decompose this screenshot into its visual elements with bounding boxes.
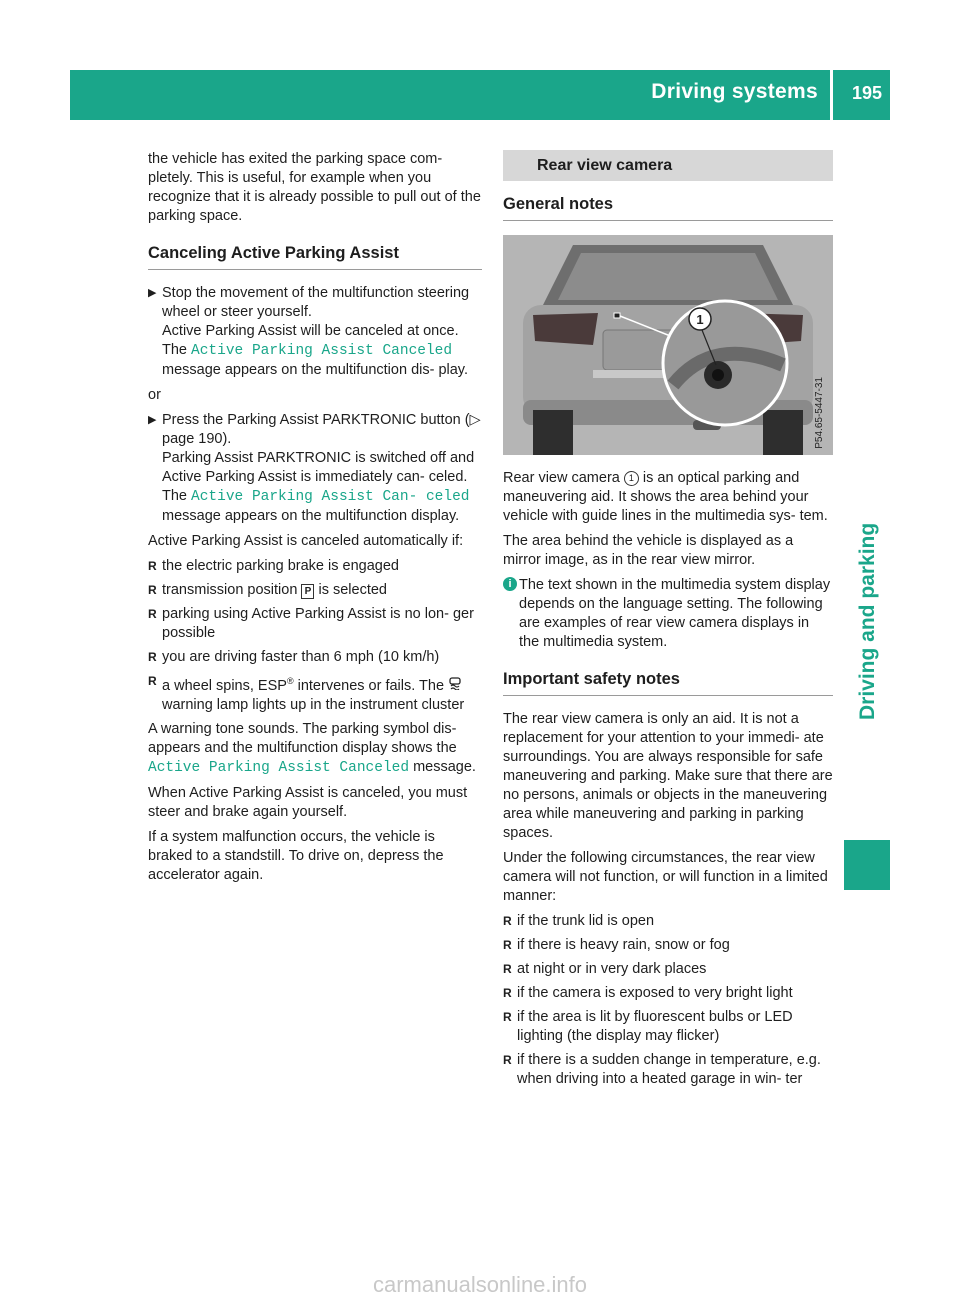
bullet-icon: R — [503, 1010, 512, 1024]
side-tab-marker — [844, 840, 890, 890]
step-arrow-icon: ▶ — [148, 287, 157, 299]
right-column — [503, 150, 833, 1094]
bullet-icon: R — [148, 607, 157, 621]
malfunction-note: If a system malfunction occurs, the vehicle is braked to a standstill. To drive on, depress the accelerator again. — [148, 828, 444, 883]
info-note: i The text shown in the multimedia system display depends on the language setting. The following are examples of rear view camera displays in the multimedia system. — [503, 576, 833, 652]
rear-view-camera-figure — [503, 235, 833, 455]
list-item: R if there is heavy rain, snow or fog — [503, 937, 730, 953]
intro-text: the vehicle has exited the parking space com- pletely. This is useful, for example when you recognize that it is already possible to pull out of the parking space. — [148, 151, 481, 224]
callout-1-icon: 1 — [624, 471, 639, 486]
header-bar — [70, 70, 890, 120]
left-column — [148, 150, 482, 891]
bullet-icon: R — [148, 583, 157, 597]
step-2 — [148, 411, 482, 526]
section-title: Rear view camera — [503, 150, 833, 181]
list-item: R parking using Active Parking Assist is no lon- ger possible — [148, 606, 474, 641]
side-tab-label: Driving and parking — [856, 522, 879, 720]
list-item: R you are driving faster than 6 mph (10 km/h) — [148, 649, 440, 665]
bullet-icon: R — [503, 1053, 512, 1067]
bullet-icon: R — [503, 986, 512, 1000]
or-text: or — [148, 387, 161, 403]
bullet-icon: R — [148, 674, 157, 688]
step-1-result-pre: The — [162, 342, 187, 358]
step-arrow-icon: ▶ — [148, 414, 157, 426]
list-item: R if the camera is exposed to very bright light — [503, 985, 793, 1001]
auto-intro: Active Parking Assist is canceled automatically if: — [148, 533, 464, 549]
step-1-result-b — [162, 341, 482, 380]
mirror-note: The area behind the vehicle is displayed as a mirror image, as in the rear view mirror. — [503, 533, 794, 568]
camera-description: Rear view camera 1 is an optical parking and maneuvering aid. It shows the area behind your vehicle with guide lines in the multimedia sys- tem. — [503, 470, 828, 524]
step-2-result-post: message appears on the multifunction display. — [162, 508, 460, 524]
figure-callout: 1 — [696, 312, 704, 327]
list-item: R if the area is lit by fluorescent bulbs or LED lighting (the display may flicker) — [503, 1009, 793, 1044]
watermark: carmanualsonline.info — [372, 1272, 588, 1297]
step-1 — [148, 284, 482, 380]
safety-paragraph-1: The rear view camera is only an aid. It is not a replacement for your attention to your immedi- ate surroundings. You are always responsible for safe maneuvering and parking. Make sure that there are no persons, animals or objects in the maneuvering area while maneuvering and parking in parking spaces. — [503, 711, 833, 841]
safety-paragraph-2: Under the following circumstances, the rear view camera will not function, or will function in a limited manner: — [503, 850, 828, 904]
vehicle-rear-illustration — [503, 235, 833, 455]
esp-warning-icon — [448, 678, 462, 694]
warning-tone-text: A warning tone sounds. The parking symbol dis- appears and the multifunction display shows the Active Parking Assist Canceled message. — [148, 720, 476, 776]
list-item: R at night or in very dark places — [503, 961, 707, 977]
park-position-icon: P — [301, 584, 314, 599]
list-item: R if there is a sudden change in temperature, e.g. when driving into a heated garage in win- ter — [503, 1052, 821, 1087]
page-number: 195 — [851, 83, 882, 103]
registered-mark: ® — [286, 676, 294, 686]
bullet-icon: R — [503, 962, 512, 976]
list-item: R a wheel spins, ESP® intervenes or fails. The warning lamp lights up in the instrument cluster — [148, 674, 465, 713]
side-tab — [844, 120, 890, 890]
heading-general-notes: General notes — [503, 195, 833, 221]
step-1-result-a: Active Parking Assist will be canceled at once. — [162, 323, 459, 339]
step-1-result-post: message appears on the multifunction dis- play. — [162, 362, 469, 378]
canceled-note: When Active Parking Assist is canceled, you must steer and brake again yourself. — [148, 784, 468, 820]
figure-code: P54.65-5447-31 — [814, 377, 825, 449]
info-icon: i — [503, 577, 517, 591]
display-message: Active Parking Assist Can‐ celed — [191, 489, 470, 505]
list-item: R if the trunk lid is open — [503, 913, 655, 929]
list-item: R transmission position P is selected — [148, 582, 387, 598]
bullet-icon: R — [503, 938, 512, 952]
step-2-result — [162, 449, 482, 526]
header-separator — [830, 70, 833, 120]
step-1-text: Stop the movement of the multifunction steering wheel or steer yourself. — [162, 285, 470, 320]
bullet-icon: R — [148, 559, 157, 573]
step-2-result-a: Parking Assist PARKTRONIC is switched off and Active Parking Assist is immediately can- celed. The — [162, 450, 475, 504]
list-item: R the electric parking brake is engaged — [148, 558, 399, 574]
bullet-icon: R — [148, 650, 157, 664]
heading-safety-notes: Important safety notes — [503, 670, 833, 696]
header-title: Driving systems — [651, 80, 818, 103]
bullet-icon: R — [503, 914, 512, 928]
display-message: Active Parking Assist Canceled — [191, 343, 453, 359]
step-2-text: Press the Parking Assist PARKTRONIC button (▷ page 190). — [162, 412, 481, 447]
heading-canceling: Canceling Active Parking Assist — [148, 244, 482, 270]
display-message: Active Parking Assist Canceled — [148, 759, 410, 776]
